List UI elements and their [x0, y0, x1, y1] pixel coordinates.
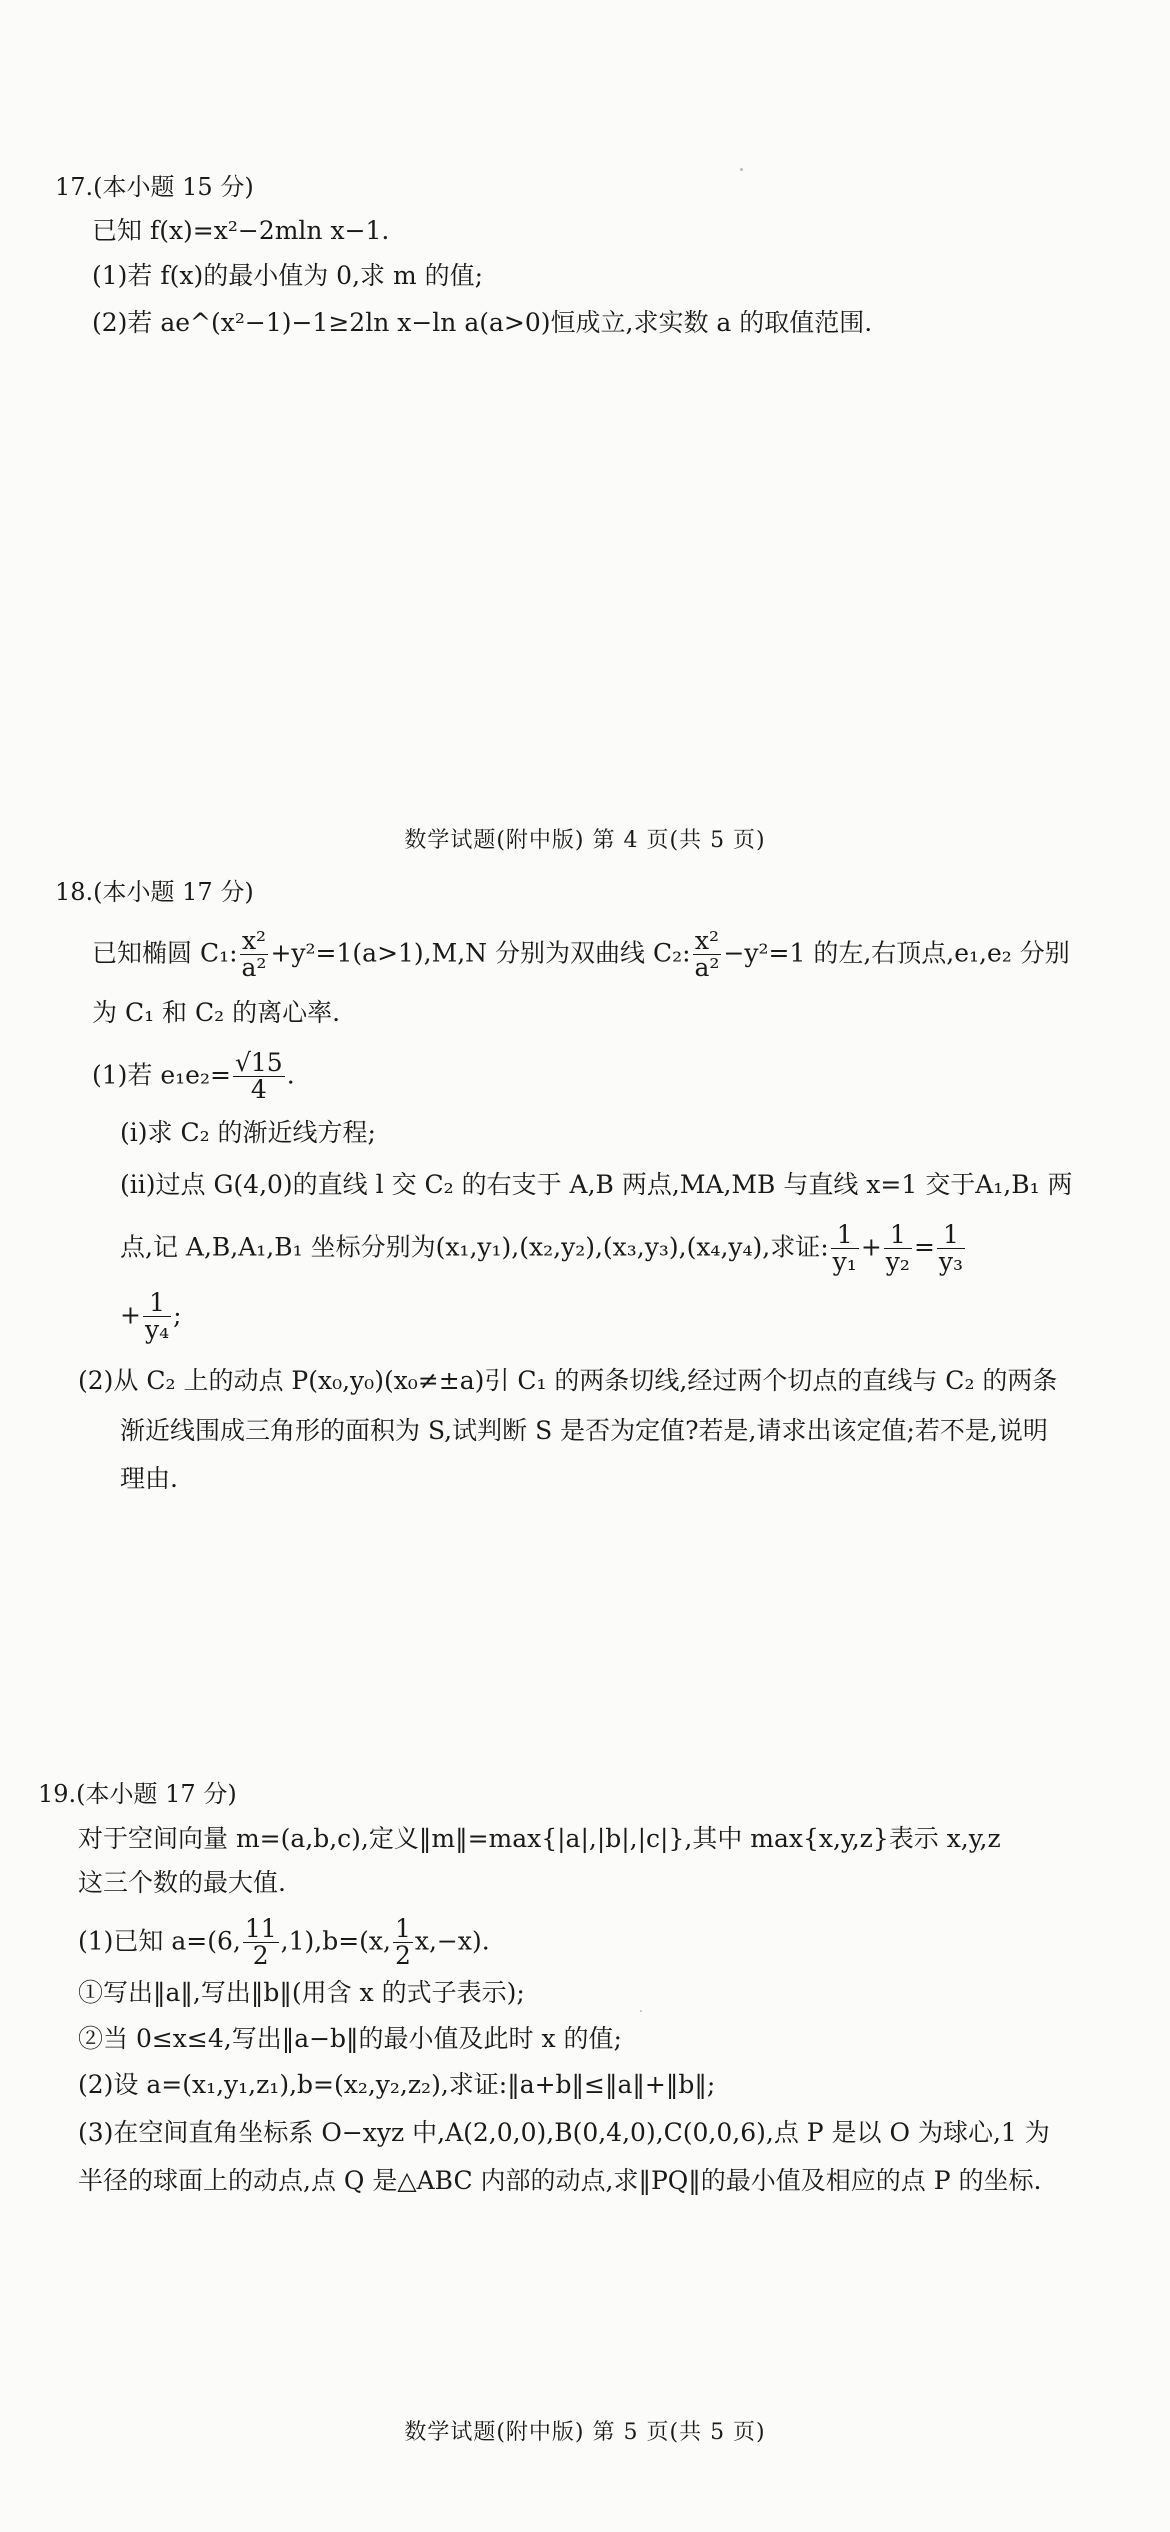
plus-sign: +	[860, 1232, 882, 1262]
q19-part1	[78, 1916, 490, 1970]
q19-part1-b: ,1),b=(x,	[280, 1926, 391, 1956]
fraction-1-over-2	[393, 1916, 413, 1970]
period: .	[286, 1060, 295, 1090]
fraction-x2-over-a2	[693, 928, 722, 982]
q18-part1	[92, 1050, 295, 1104]
scan-speck	[740, 168, 743, 171]
fraction-sqrt15-over-4	[233, 1050, 285, 1104]
numerator: 1	[937, 1222, 965, 1249]
denominator: 2	[252, 1941, 269, 1971]
fraction-x2-over-a2	[240, 928, 269, 982]
fraction-1-over-y3	[937, 1222, 965, 1276]
q17-part2: (2)若 ae^(x²−1)−1≥2ln x−ln a(a>0)恒成立,求实数 a 的取值范围.	[92, 308, 873, 337]
q18-header: 18.(本小题 17 分)	[55, 878, 254, 906]
denominator: y₂	[885, 1247, 910, 1277]
q18-part1-a: (1)若 e₁e₂=	[92, 1060, 231, 1090]
scan-speck	[640, 2010, 642, 2012]
q19-part1-a: (1)已知 a=(6,	[78, 1926, 241, 1956]
q19-part1-item2: ②当 0≤x≤4,写出‖a−b‖的最小值及此时 x 的值;	[78, 2024, 622, 2053]
page-5-footer: 数学试题(附中版) 第 5 页(共 5 页)	[404, 2420, 766, 2445]
q18-part2-line1: (2)从 C₂ 上的动点 P(x₀,y₀)(x₀≠±a)引 C₁ 的两条切线,经过两个切点的直线与 C₂ 的两条	[78, 1366, 1058, 1395]
denominator: 2	[394, 1941, 411, 1971]
q19-part1-item1: ①写出‖a‖,写出‖b‖(用含 x 的式子表示);	[78, 1978, 525, 2007]
fraction-1-over-y4	[143, 1290, 171, 1344]
numerator: 1	[884, 1222, 912, 1249]
numerator: x²	[240, 928, 269, 955]
q19-header: 19.(本小题 17 分)	[38, 1780, 237, 1808]
numerator: 11	[244, 1914, 277, 1943]
denominator: y₄	[144, 1315, 170, 1345]
q17-header: 17.(本小题 15 分)	[55, 173, 254, 201]
q18-part2-line2: 渐近线围成三角形的面积为 S,试判断 S 是否为定值?若是,请求出该定值;若不是,说明	[120, 1416, 1048, 1445]
q18-line1	[92, 928, 1070, 982]
q19-line1: 对于空间向量 m=(a,b,c),定义‖m‖=max{|a|,|b|,|c|},其中 max{x,y,z}表示 x,y,z	[78, 1824, 1001, 1853]
denominator: 4	[250, 1075, 267, 1105]
fraction-1-over-y1	[831, 1222, 859, 1276]
q18-part1-ii-line2-text: 点,记 A,B,A₁,B₁ 坐标分别为(x₁,y₁),(x₂,y₂),(x₃,y₃),(x₄,y₄),求证:	[120, 1232, 829, 1262]
numerator: 1	[143, 1290, 171, 1317]
q18-line1-c: −y²=1 的左,右顶点,e₁,e₂ 分别	[723, 938, 1070, 968]
denominator: y₁	[832, 1247, 857, 1277]
numerator: 1	[831, 1222, 859, 1249]
q18-line1-b: +y²=1(a>1),M,N 分别为双曲线 C₂:	[270, 938, 691, 968]
fraction-11-over-2	[243, 1916, 279, 1970]
q18-part1-i: (ⅰ)求 C₂ 的渐近线方程;	[120, 1118, 376, 1147]
q18-part1-ii-line2	[120, 1222, 967, 1276]
denominator: y₃	[938, 1247, 964, 1277]
plus-sign: +	[120, 1300, 141, 1330]
numerator: x²	[693, 928, 722, 955]
q19-part3-line1: (3)在空间直角坐标系 O−xyz 中,A(2,0,0),B(0,4,0),C(0,0,6),点 P 是以 O 为球心,1 为	[78, 2118, 1050, 2147]
fraction-1-over-y2	[884, 1222, 912, 1276]
q18-line1-a: 已知椭圆 C₁:	[92, 938, 238, 968]
q19-part1-c: x,−x).	[414, 1926, 490, 1956]
semicolon: ;	[173, 1300, 182, 1330]
q18-part1-ii-line3	[120, 1290, 182, 1344]
equals-sign: =	[913, 1232, 935, 1262]
page-4-footer: 数学试题(附中版) 第 4 页(共 5 页)	[404, 828, 766, 853]
numerator: √15	[234, 1048, 283, 1077]
q18-line2: 为 C₁ 和 C₂ 的离心率.	[92, 998, 341, 1027]
q17-premise: 已知 f(x)=x²−2mln x−1.	[92, 216, 390, 245]
numerator: 1	[394, 1914, 411, 1943]
q18-part1-ii-line1: (ⅱ)过点 G(4,0)的直线 l 交 C₂ 的右支于 A,B 两点,MA,MB 与直线 x=1 交于A₁,B₁ 两	[120, 1170, 1073, 1199]
q17-part1: (1)若 f(x)的最小值为 0,求 m 的值;	[92, 261, 484, 290]
q19-line2: 这三个数的最大值.	[78, 1868, 286, 1897]
q19-part2: (2)设 a=(x₁,y₁,z₁),b=(x₂,y₂,z₂),求证:‖a+b‖≤‖a‖+‖b‖;	[78, 2070, 716, 2099]
q18-part2-line3: 理由.	[120, 1464, 178, 1493]
denominator: a²	[241, 953, 267, 983]
denominator: a²	[694, 953, 720, 983]
q19-part3-line2: 半径的球面上的动点,点 Q 是△ABC 内部的动点,求‖PQ‖的最小值及相应的点 P 的坐标.	[78, 2166, 1042, 2195]
